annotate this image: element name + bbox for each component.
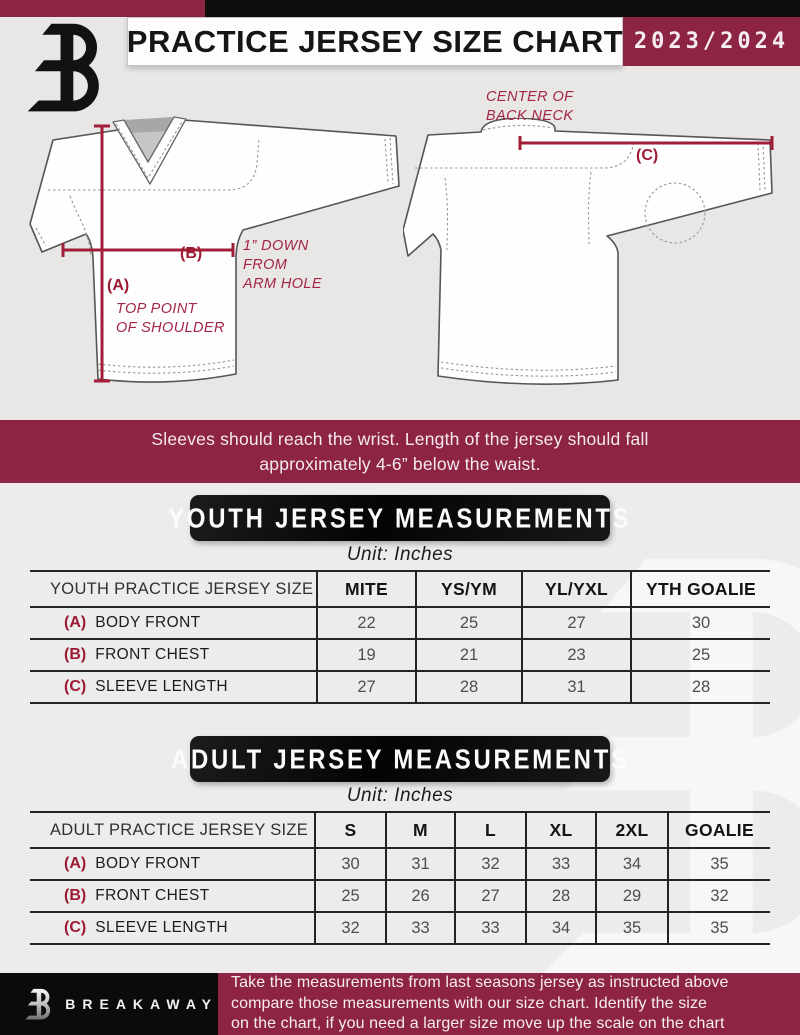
- measure-b-key: (B): [180, 245, 203, 262]
- adult-header-size: 2XL: [596, 812, 668, 848]
- season-badge-text: 2023/2024: [633, 29, 790, 54]
- table-row: [30, 848, 770, 880]
- row-label: FRONT CHEST: [95, 646, 210, 663]
- measure-a-key: (A): [107, 277, 130, 294]
- front-jersey-illustration: [28, 106, 448, 400]
- breakaway-logo-icon: [24, 20, 108, 117]
- value-cell: 30: [315, 848, 386, 880]
- page-title-text: PRACTICE JERSEY SIZE CHART: [126, 23, 624, 59]
- row-key: (A): [64, 855, 87, 872]
- value-cell: 19: [317, 639, 416, 671]
- footer-brand-block: [0, 973, 218, 1035]
- adult-size-table: [30, 811, 770, 945]
- measure-a-note-line: OF SHOULDER: [116, 320, 225, 336]
- adult-section-banner: [170, 736, 630, 782]
- table-row: [30, 912, 770, 944]
- value-cell: 27: [522, 607, 631, 639]
- season-badge: [623, 17, 800, 66]
- table-row: [30, 880, 770, 912]
- youth-header-row: [30, 571, 770, 607]
- youth-header-size: YL/YXL: [522, 571, 631, 607]
- adult-header-row: [30, 812, 770, 848]
- measure-a-note-line: TOP POINT: [116, 301, 197, 317]
- youth-section-banner: [168, 495, 632, 541]
- row-label: SLEEVE LENGTH: [95, 678, 228, 695]
- top-strip-black: [205, 0, 800, 17]
- value-cell: 32: [455, 848, 526, 880]
- footer-instruction-line: Take the measurements from last seasons jersey as instructed above: [231, 974, 729, 992]
- top-strip-maroon: [0, 0, 205, 17]
- value-cell: 25: [416, 607, 522, 639]
- footer-wordmark: BREAKAWAY: [65, 996, 218, 1012]
- measure-a-note: [116, 300, 225, 338]
- measure-b-note-line: 1” DOWN: [243, 238, 309, 254]
- value-cell: 28: [631, 671, 770, 703]
- table-row: [30, 639, 770, 671]
- value-cell: 23: [522, 639, 631, 671]
- youth-header-size: YTH GOALIE: [631, 571, 770, 607]
- adult-header-label: ADULT PRACTICE JERSEY SIZE: [30, 812, 315, 848]
- row-key: (A): [64, 614, 87, 631]
- row-label: SLEEVE LENGTH: [95, 919, 228, 936]
- adult-header-size: S: [315, 812, 386, 848]
- value-cell: 35: [668, 848, 770, 880]
- value-cell: 21: [416, 639, 522, 671]
- value-cell: 29: [596, 880, 668, 912]
- value-cell: 34: [596, 848, 668, 880]
- fit-note-line-1: Sleeves should reach the wrist. Length of the jersey should fall: [151, 428, 649, 449]
- fit-note-banner: [0, 420, 800, 483]
- measure-b-note-line: FROM: [243, 257, 288, 273]
- row-label-cell: [30, 671, 317, 703]
- row-key: (B): [64, 887, 87, 904]
- adult-header-size: GOALIE: [668, 812, 770, 848]
- row-key: (C): [64, 919, 87, 936]
- youth-header-size: YS/YM: [416, 571, 522, 607]
- fit-note-line-2: approximately 4-6” below the waist.: [259, 453, 541, 474]
- youth-header-label: YOUTH PRACTICE JERSEY SIZE: [30, 571, 317, 607]
- footer-instructions: [218, 973, 800, 1035]
- value-cell: 22: [317, 607, 416, 639]
- page-title: [127, 17, 623, 66]
- value-cell: 28: [416, 671, 522, 703]
- youth-unit-label: Unit: Inches: [346, 544, 454, 565]
- row-label: BODY FRONT: [95, 614, 201, 631]
- row-label-cell: [30, 639, 317, 671]
- footer: [0, 973, 800, 1035]
- table-row: [30, 607, 770, 639]
- row-label-cell: [30, 607, 317, 639]
- value-cell: 34: [526, 912, 596, 944]
- value-cell: 25: [631, 639, 770, 671]
- value-cell: 27: [455, 880, 526, 912]
- measure-c-note-line: BACK NECK: [486, 108, 574, 124]
- row-label-cell: [30, 848, 315, 880]
- youth-size-table: [30, 570, 770, 704]
- back-jersey-illustration: [403, 118, 793, 408]
- value-cell: 35: [596, 912, 668, 944]
- youth-banner-text: YOUTH JERSEY MEASUREMENTS: [168, 501, 632, 534]
- value-cell: 32: [668, 880, 770, 912]
- row-label-cell: [30, 880, 315, 912]
- value-cell: 32: [315, 912, 386, 944]
- value-cell: 33: [386, 912, 455, 944]
- footer-instruction-line: on the chart, if you need a larger size move up the scale on the chart: [231, 1015, 725, 1033]
- youth-header-size: MITE: [317, 571, 416, 607]
- adult-header-size: M: [386, 812, 455, 848]
- measure-b-note-line: ARM HOLE: [243, 276, 322, 292]
- value-cell: 28: [526, 880, 596, 912]
- breakaway-logo-icon: [24, 984, 53, 1025]
- row-label: FRONT CHEST: [95, 887, 210, 904]
- adult-header-size: L: [455, 812, 526, 848]
- adult-unit-label: Unit: Inches: [346, 785, 454, 806]
- adult-banner-text: ADULT JERSEY MEASUREMENTS: [170, 742, 630, 775]
- row-key: (B): [64, 646, 87, 663]
- value-cell: 35: [668, 912, 770, 944]
- adult-header-size: XL: [526, 812, 596, 848]
- value-cell: 33: [455, 912, 526, 944]
- measure-c-key: (C): [636, 147, 659, 164]
- value-cell: 27: [317, 671, 416, 703]
- value-cell: 31: [522, 671, 631, 703]
- hero-section: [0, 0, 800, 420]
- tables-section: [0, 483, 800, 1035]
- measure-c-note: [486, 88, 573, 126]
- measure-b-note: [243, 237, 322, 294]
- top-strip: [0, 0, 800, 17]
- value-cell: 30: [631, 607, 770, 639]
- value-cell: 25: [315, 880, 386, 912]
- value-cell: 31: [386, 848, 455, 880]
- value-cell: 33: [526, 848, 596, 880]
- table-row: [30, 671, 770, 703]
- measure-c-note-line: CENTER OF: [486, 89, 574, 105]
- row-label: BODY FRONT: [95, 855, 201, 872]
- value-cell: 26: [386, 880, 455, 912]
- footer-instruction-line: compare those measurements with our size chart. Identify the size: [231, 994, 708, 1012]
- row-key: (C): [64, 678, 87, 695]
- row-label-cell: [30, 912, 315, 944]
